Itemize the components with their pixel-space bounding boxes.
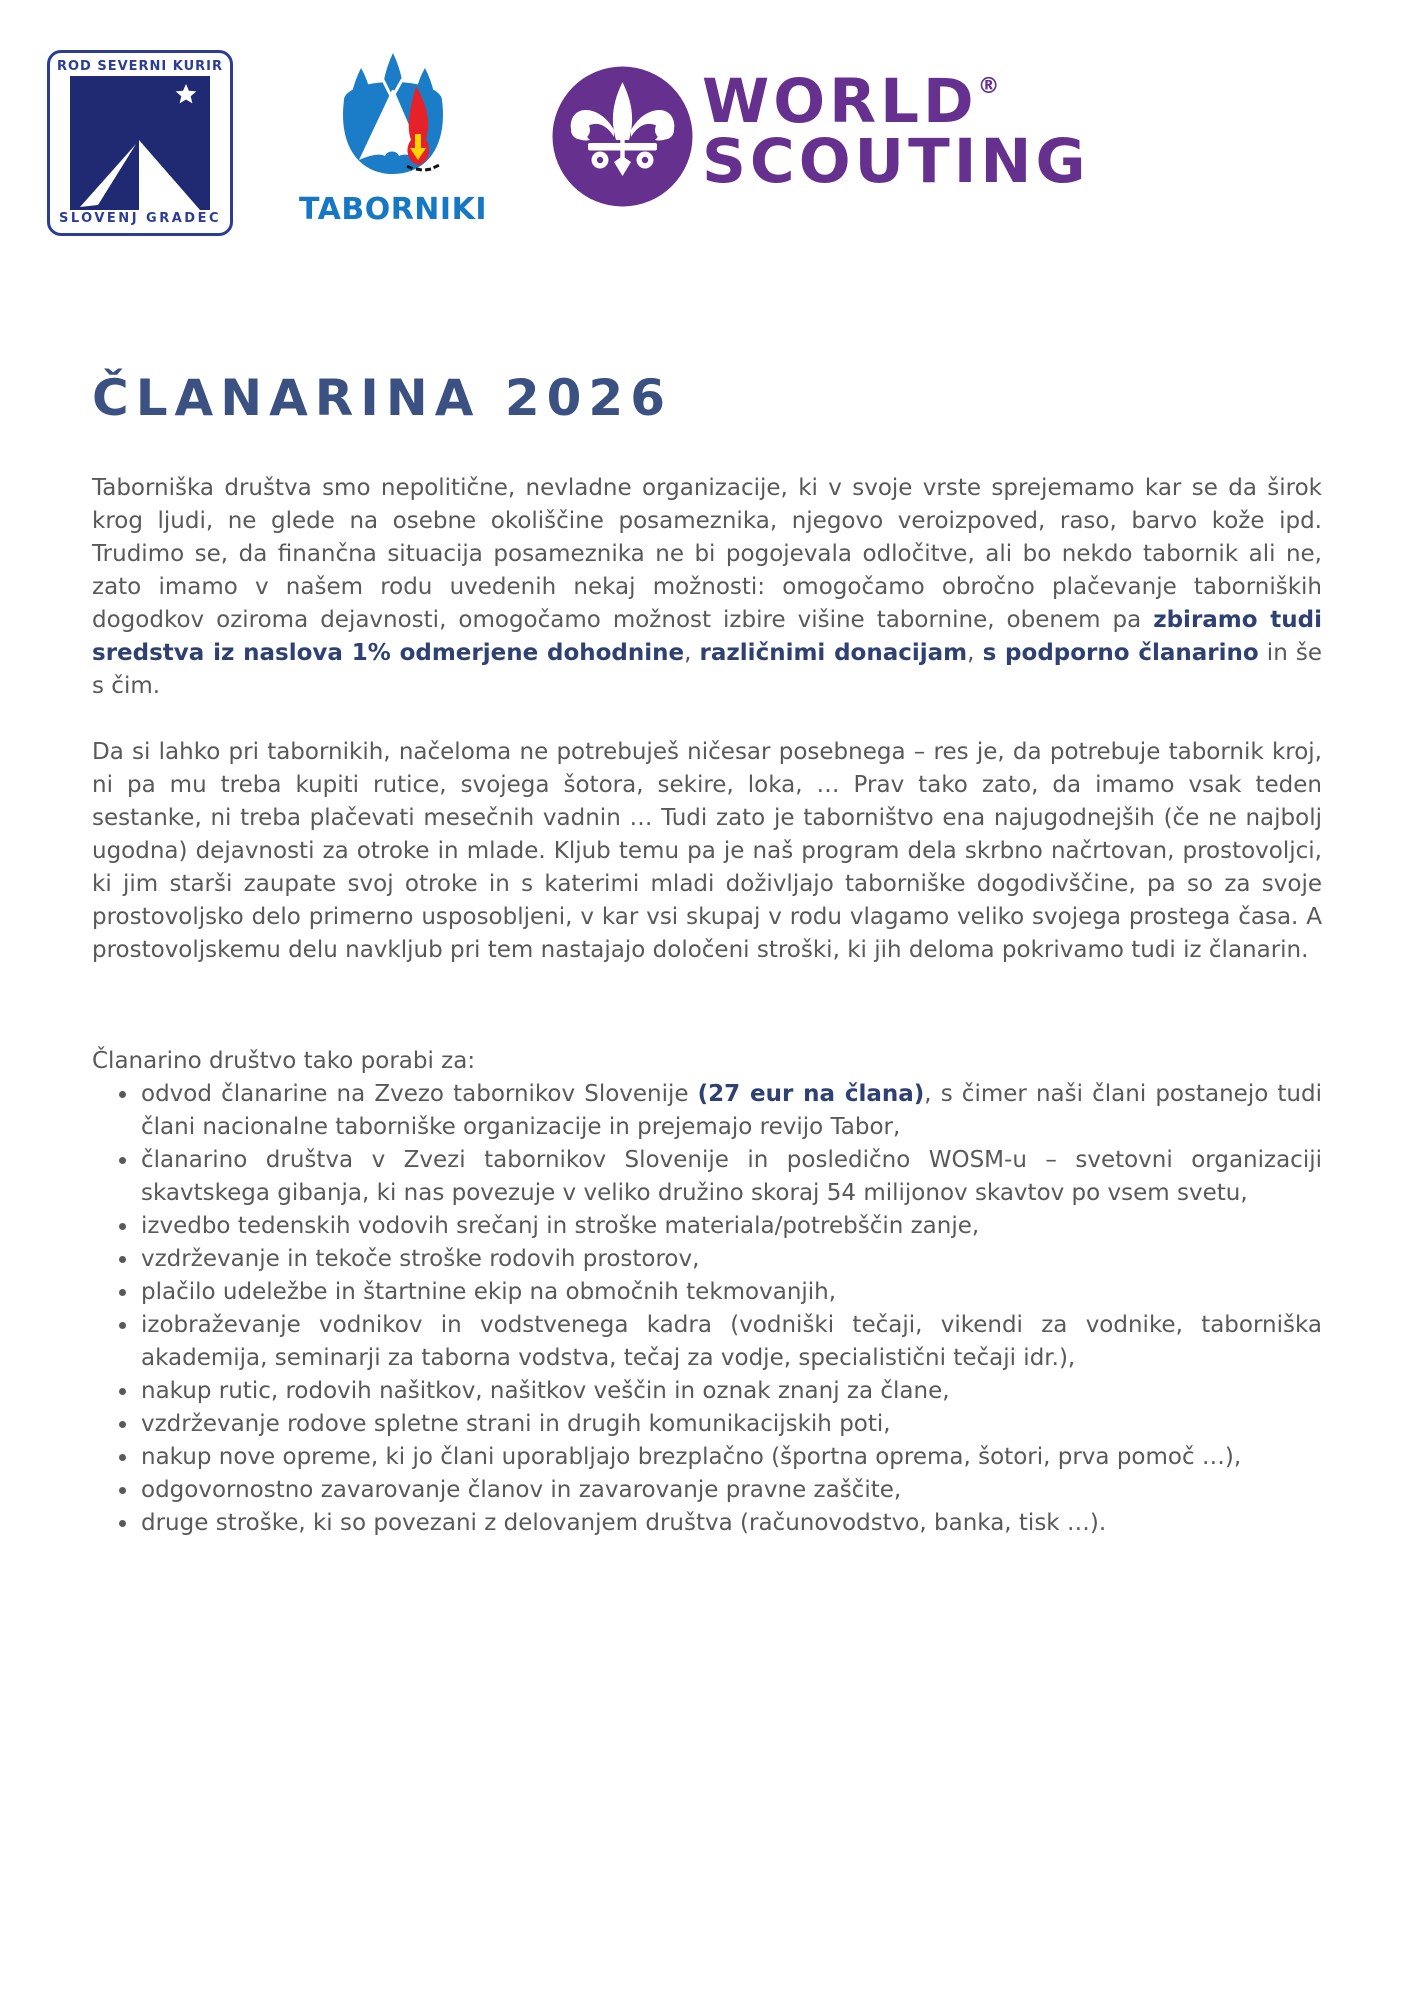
registered-trademark-icon: ® [977,74,1000,99]
body-text: članarino društva v Zvezi tabornikov Slovenije in posledično WOSM-u – svetovni organizaciji skavtskega gibanja, ki nas povezuje v veliko družino skoraj 54 milijonov skavtov po vsem svetu, [141,1147,1322,1206]
body-text: , s čimer naši člani postanejo tudi člani nacionalne taborniške organizacije in prejemajo revijo Tabor, [141,1081,1322,1140]
body-text: nakup rutic, rodovih našitkov, našitkov veščin in oznak znanj za člane, [141,1378,950,1404]
list-item [139,1210,1322,1243]
body-text: izobraževanje vodnikov in vodstvenega kadra (vodniški tečaji, vikendi za vodnike, taborniška akademija, seminarji za taborna vodstva, tečaj za vodje, specialistični tečaji idr.), [141,1312,1322,1371]
body-text: izvedbo tedenskih vodovih srečanj in stroške materiala/potrebščin zanje, [141,1213,980,1239]
emphasis-text: (27 eur na člana) [697,1081,925,1107]
world-scouting-wordmark [702,66,1090,197]
document-body [92,370,1322,1540]
list-intro: Članarino društvo tako porabi za: [92,1048,476,1074]
world-text: WORLD [702,66,978,137]
body-text: plačilo udeležbe in štartnine ekip na območnih tekmovanjih, [141,1279,837,1305]
body-text: vzdrževanje in tekoče stroške rodovih prostorov, [141,1246,700,1272]
list-item [139,1309,1322,1375]
body-text: druge stroške, ki so povezani z delovanjem društva (računovodstvo, banka, tisk …). [141,1510,1107,1536]
rsk-bottom-text: SLOVENJ GRADEC [58,211,222,226]
list-item [139,1408,1322,1441]
list-item [139,1375,1322,1408]
world-scouting-line2: SCOUTING [702,126,1090,197]
world-scouting-line1 [702,66,1090,137]
body-text: vzdrževanje rodove spletne strani in drugih komunikacijskih poti, [141,1411,891,1437]
list-item [139,1441,1322,1474]
rsk-emblem-icon [70,76,210,210]
emphasis-text: različnimi donacijam [699,640,968,666]
list-item [139,1243,1322,1276]
body-text: , [967,640,983,666]
intro-paragraph [92,472,1322,703]
rod-severni-kurir-logo [47,50,233,236]
taborniki-logo [288,52,498,227]
emphasis-text: zbiramo tudi sredstva iz naslova 1% odmerjene dohodnine [92,607,1322,666]
list-item [139,1507,1322,1540]
header-logos [0,0,1414,250]
membership-usage-list [92,1078,1322,1540]
list-item [139,1078,1322,1144]
world-scouting-logo [550,64,1090,209]
fleur-de-lis-icon [550,64,695,209]
list-item [139,1276,1322,1309]
rsk-top-text: ROD SEVERNI KURIR [56,59,224,74]
list-item [139,1144,1322,1210]
emphasis-text: s podporno članarino [982,640,1259,666]
list-item [139,1474,1322,1507]
body-text: Taborniška društva smo nepolitične, nevladne organizacije, ki v svoje vrste sprejemamo kar se da širok krog ljudi, ne glede na osebne okoliščine posameznika, njegovo veroizpoved, raso, barvo kože ipd. Trudimo se, da finančna situacija posameznika ne bi pogojevala odločitve, ali bo nekdo tabornik ali ne, zato imamo v našem rodu uvedenih nekaj možnosti: omogočamo obročno plačevanje taborniških dogodkov oziroma dejavnosti, omogočamo možnost izbire višine tabornine, obenem pa [92,475,1322,633]
taborniki-wordmark: TABORNIKI [298,192,487,227]
body-text: in še s čim. [92,640,1322,699]
body-text: nakup nove opreme, ki jo člani uporabljajo brezplačno (športna oprema, šotori, prva pomoč …), [141,1444,1242,1470]
body-text: , [684,640,700,666]
taborniki-emblem-icon [328,52,458,182]
body-text: odvod članarine na Zvezo tabornikov Slovenije [141,1081,698,1107]
second-paragraph: Da si lahko pri tabornikih, načeloma ne potrebuješ ničesar posebnega – res je, da potrebuje tabornik kroj, ni pa mu treba kupiti rutice, svojega šotora, sekire, loka, … Prav tako zato, da imamo vsak teden sestanke, ni treba plačevati mesečnih vadnin … Tudi zato je taborništvo ena najugodnejših (če ne najbolj ugodna) dejavnosti za otroke in mlade. Kljub temu pa je naš program dela skrbno načrtovan, prostovoljci, ki jim starši zaupate svoj otroke in s katerimi mladi doživljajo taborniške dogodivščine, pa so za svoje prostovoljsko delo primerno usposobljeni, v kar vsi skupaj v rodu vlagamo veliko svojega prostega časa. A prostovoljskemu delu navkljub pri tem nastajajo določeni stroški, ki jih deloma pokrivamo tudi iz članarin. [92,739,1322,963]
page-title: ČLANARINA 2026 [92,369,673,427]
body-text: odgovornostno zavarovanje članov in zavarovanje pravne zaščite, [141,1477,902,1503]
